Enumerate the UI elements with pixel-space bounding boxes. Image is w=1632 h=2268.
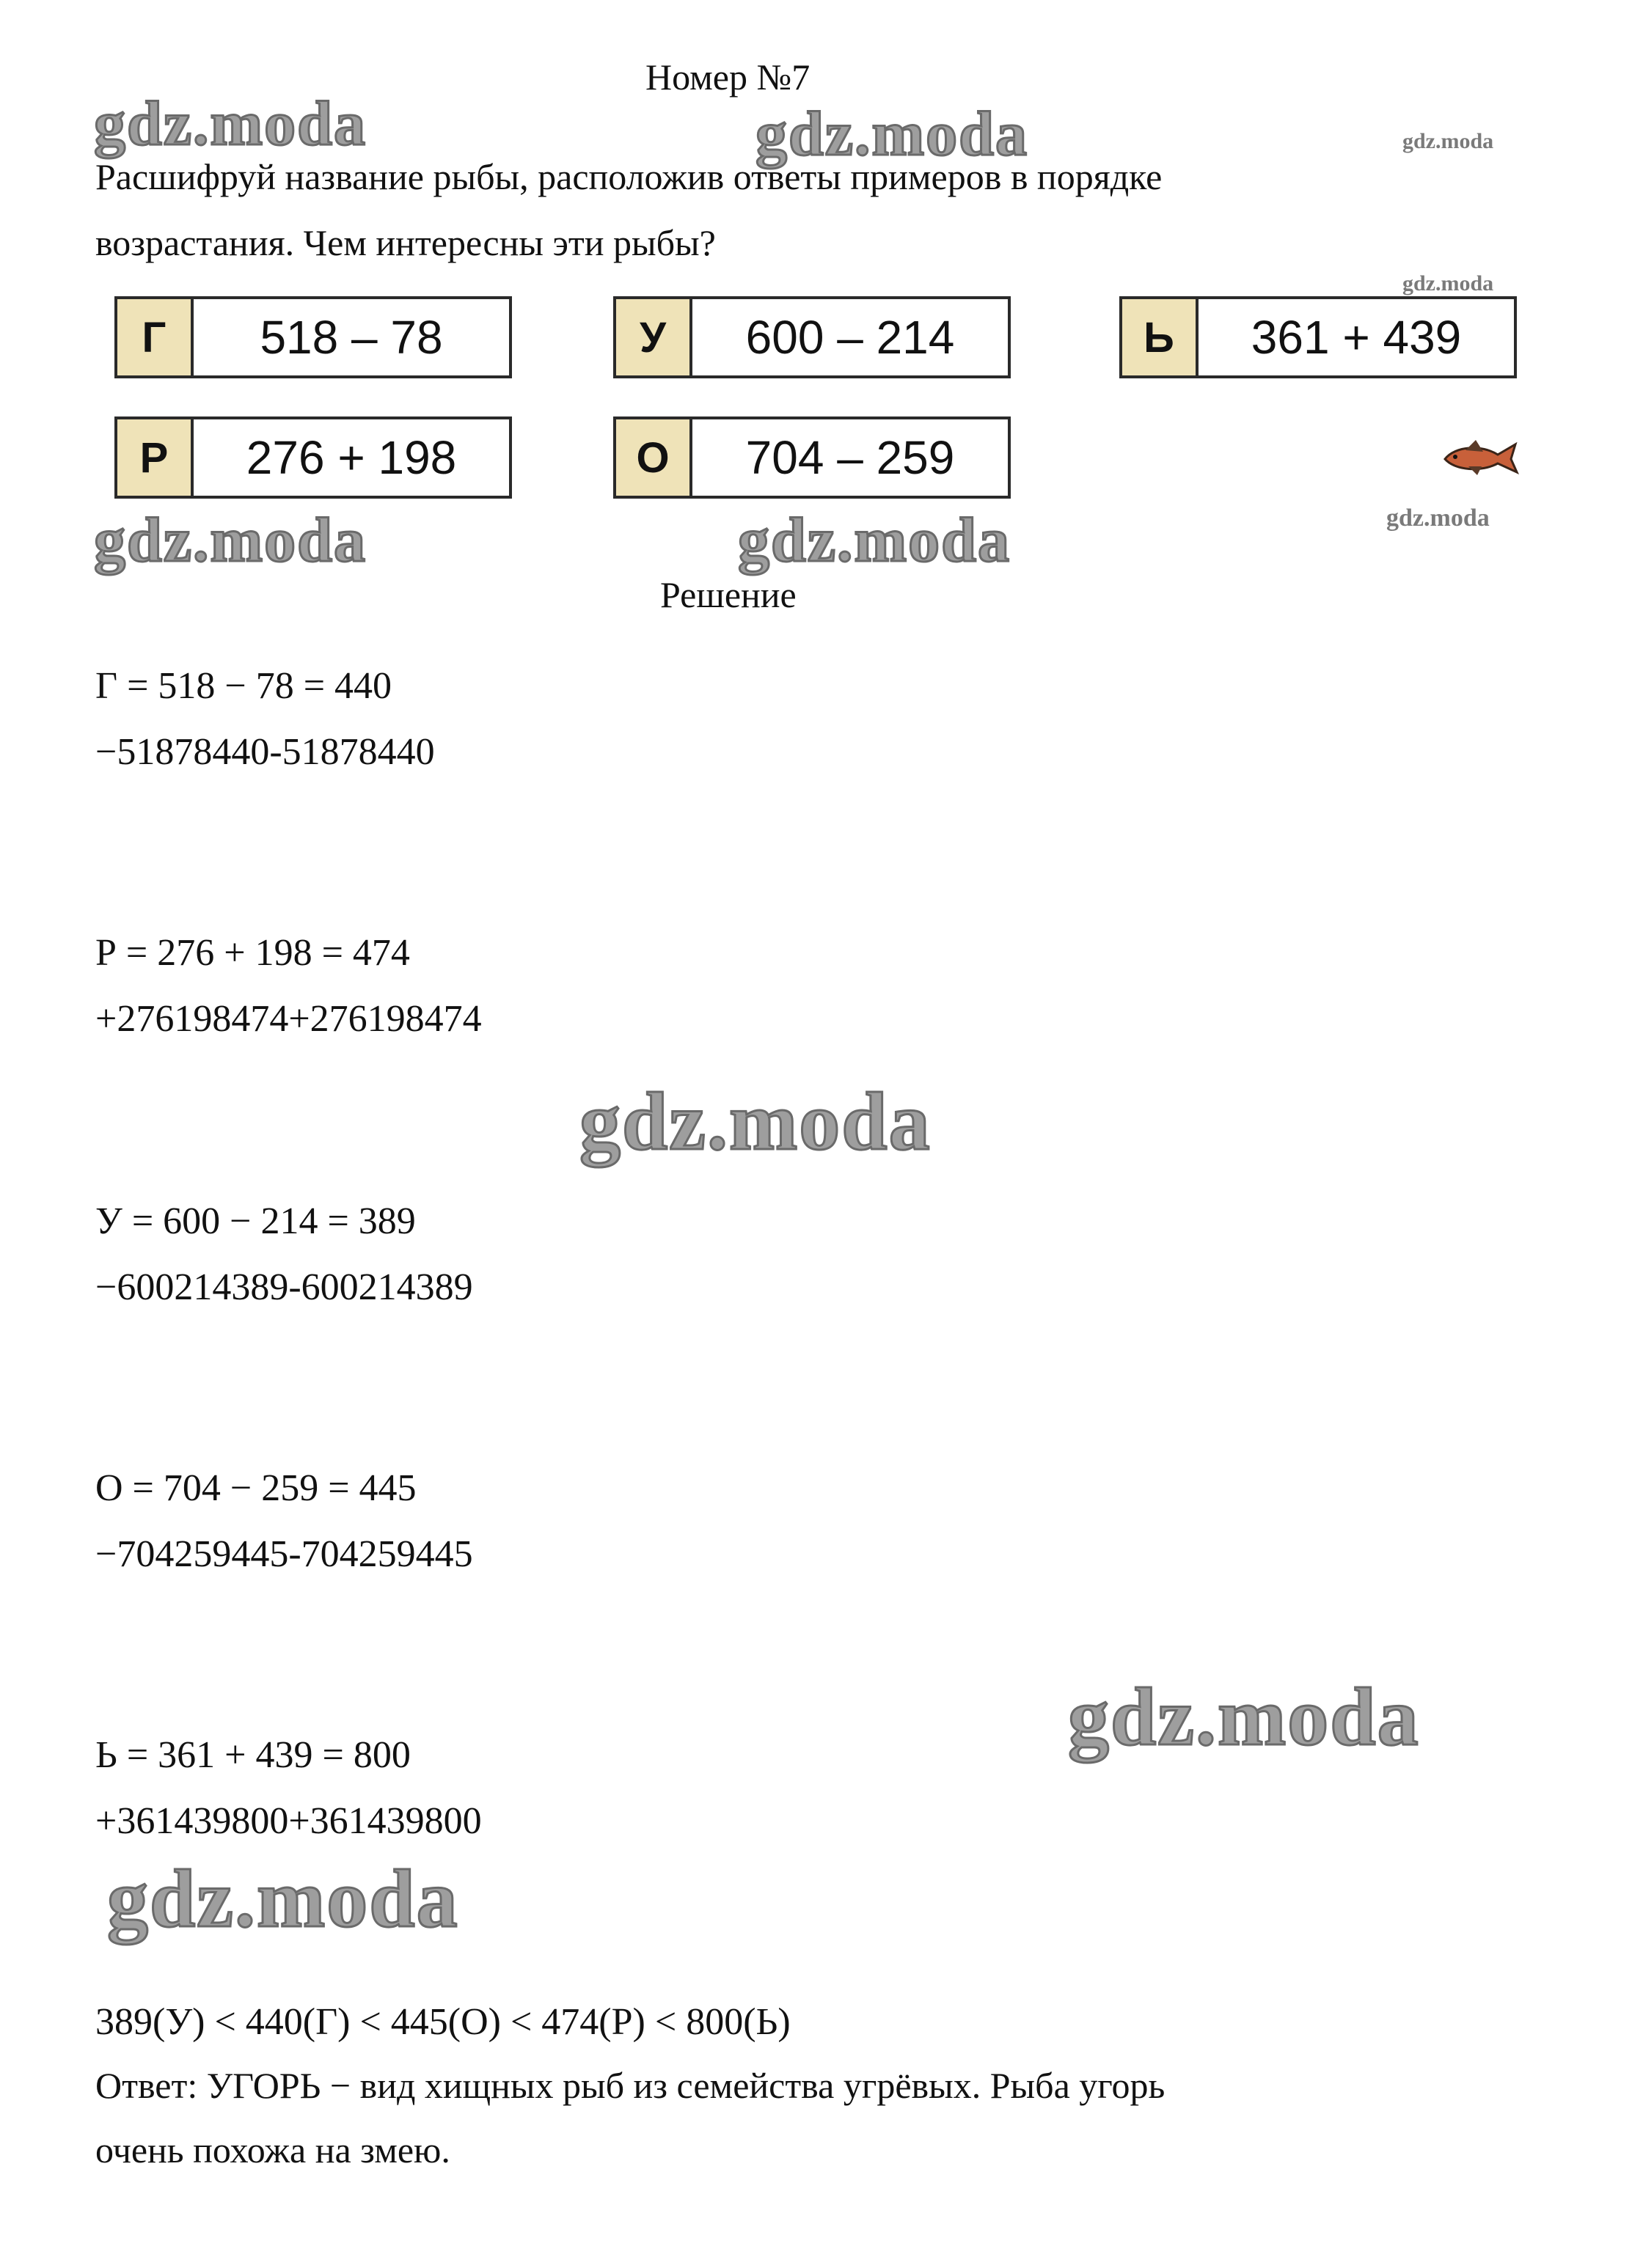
task-text-line-2: возрастания. Чем интересны эти рыбы?: [95, 222, 716, 263]
card-letter: Ь: [1122, 299, 1199, 375]
example-card: [114, 296, 512, 378]
example-card: [613, 416, 1011, 499]
card-expression: 600 – 214: [745, 311, 955, 364]
fish-icon: [1439, 434, 1520, 478]
watermark: gdz.moda: [755, 98, 1028, 169]
solution-column-calc: −704259445-704259445: [95, 1533, 473, 1575]
card-letter: О: [616, 419, 692, 496]
watermark: gdz.moda: [1068, 1672, 1420, 1763]
card-expression: 704 – 259: [745, 431, 955, 484]
solution-equation: У = 600 − 214 = 389: [95, 1200, 416, 1242]
card-expression: 518 – 78: [260, 311, 443, 364]
solution-equation: Ь = 361 + 439 = 800: [95, 1734, 411, 1776]
example-card: [613, 296, 1011, 378]
solution-equation: О = 704 − 259 = 445: [95, 1467, 417, 1509]
watermark: gdz.moda: [579, 1076, 932, 1167]
watermark: gdz.moda: [1402, 129, 1494, 153]
card-expression: 361 + 439: [1251, 311, 1462, 364]
answer-line-1: Ответ: УГОРЬ − вид хищных рыб из семейства угрёвых. Рыба угорь: [95, 2065, 1166, 2106]
task-text-line-1: Расшифруй название рыбы, расположив ответы примеров в порядке: [95, 156, 1163, 197]
example-card: [114, 416, 512, 499]
watermark: gdz.moda: [94, 504, 367, 575]
solution-column-calc: −51878440-51878440: [95, 731, 435, 773]
watermark: gdz.moda: [1386, 504, 1490, 532]
solution-heading: Решение: [660, 574, 797, 615]
page-title: Номер №7: [645, 56, 810, 98]
watermark: gdz.moda: [107, 1854, 459, 1945]
solution-column-calc: +276198474+276198474: [95, 998, 482, 1040]
card-letter: Р: [117, 419, 194, 496]
card-letter: Г: [117, 299, 194, 375]
solution-column-calc: −600214389-600214389: [95, 1266, 473, 1308]
watermark: gdz.moda: [1402, 271, 1494, 296]
solution-equation: Р = 276 + 198 = 474: [95, 932, 410, 974]
watermark: gdz.moda: [738, 504, 1011, 575]
example-card: [1119, 296, 1517, 378]
ascending-order: 389(У) < 440(Г) < 445(О) < 474(Р) < 800(Ь): [95, 2001, 791, 2043]
watermark: gdz.moda: [94, 88, 367, 158]
answer-line-2: очень похожа на змею.: [95, 2129, 450, 2170]
card-letter: У: [616, 299, 692, 375]
solution-column-calc: +361439800+361439800: [95, 1800, 482, 1842]
solution-equation: Г = 518 − 78 = 440: [95, 665, 392, 707]
card-expression: 276 + 198: [246, 431, 457, 484]
